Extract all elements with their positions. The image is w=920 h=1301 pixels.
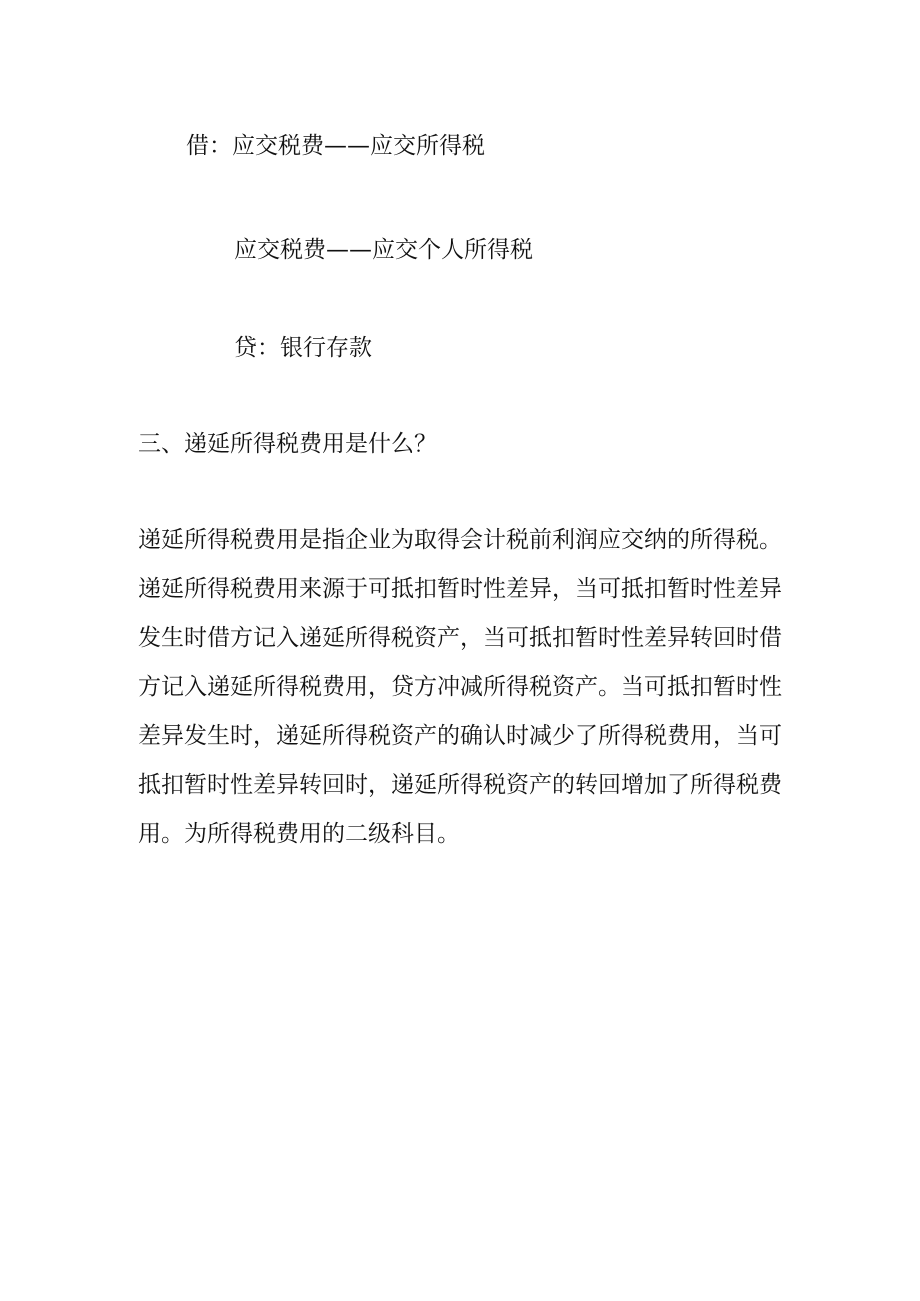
body-paragraph — [138, 523, 798, 866]
paragraph-line: 递延所得税费用是指企业为取得会计税前利润应交纳的所得税。 — [138, 527, 782, 553]
section-heading: 三、递延所得税费用是什么？ — [138, 431, 437, 457]
paragraph-line: 差异发生时，递延所得税资产的确认时减少了所得税费用，当可 — [138, 723, 782, 749]
paragraph-line: 发生时借方记入递延所得税资产，当可抵扣暂时性差异转回时借 — [138, 625, 782, 651]
paragraph-line: 递延所得税费用来源于可抵扣暂时性差异，当可抵扣暂时性差异 — [138, 576, 782, 602]
journal-credit-line: 贷：银行存款 — [234, 335, 372, 361]
journal-debit-line-1: 借：应交税费——应交所得税 — [186, 133, 485, 159]
paragraph-line: 用。为所得税费用的二级科目。 — [138, 821, 460, 847]
paragraph-line: 抵扣暂时性差异转回时，递延所得税资产的转回增加了所得税费 — [138, 772, 782, 798]
journal-debit-line-2: 应交税费——应交个人所得税 — [234, 237, 533, 263]
paragraph-line: 方记入递延所得税费用，贷方冲减所得税资产。当可抵扣暂时性 — [138, 674, 782, 700]
